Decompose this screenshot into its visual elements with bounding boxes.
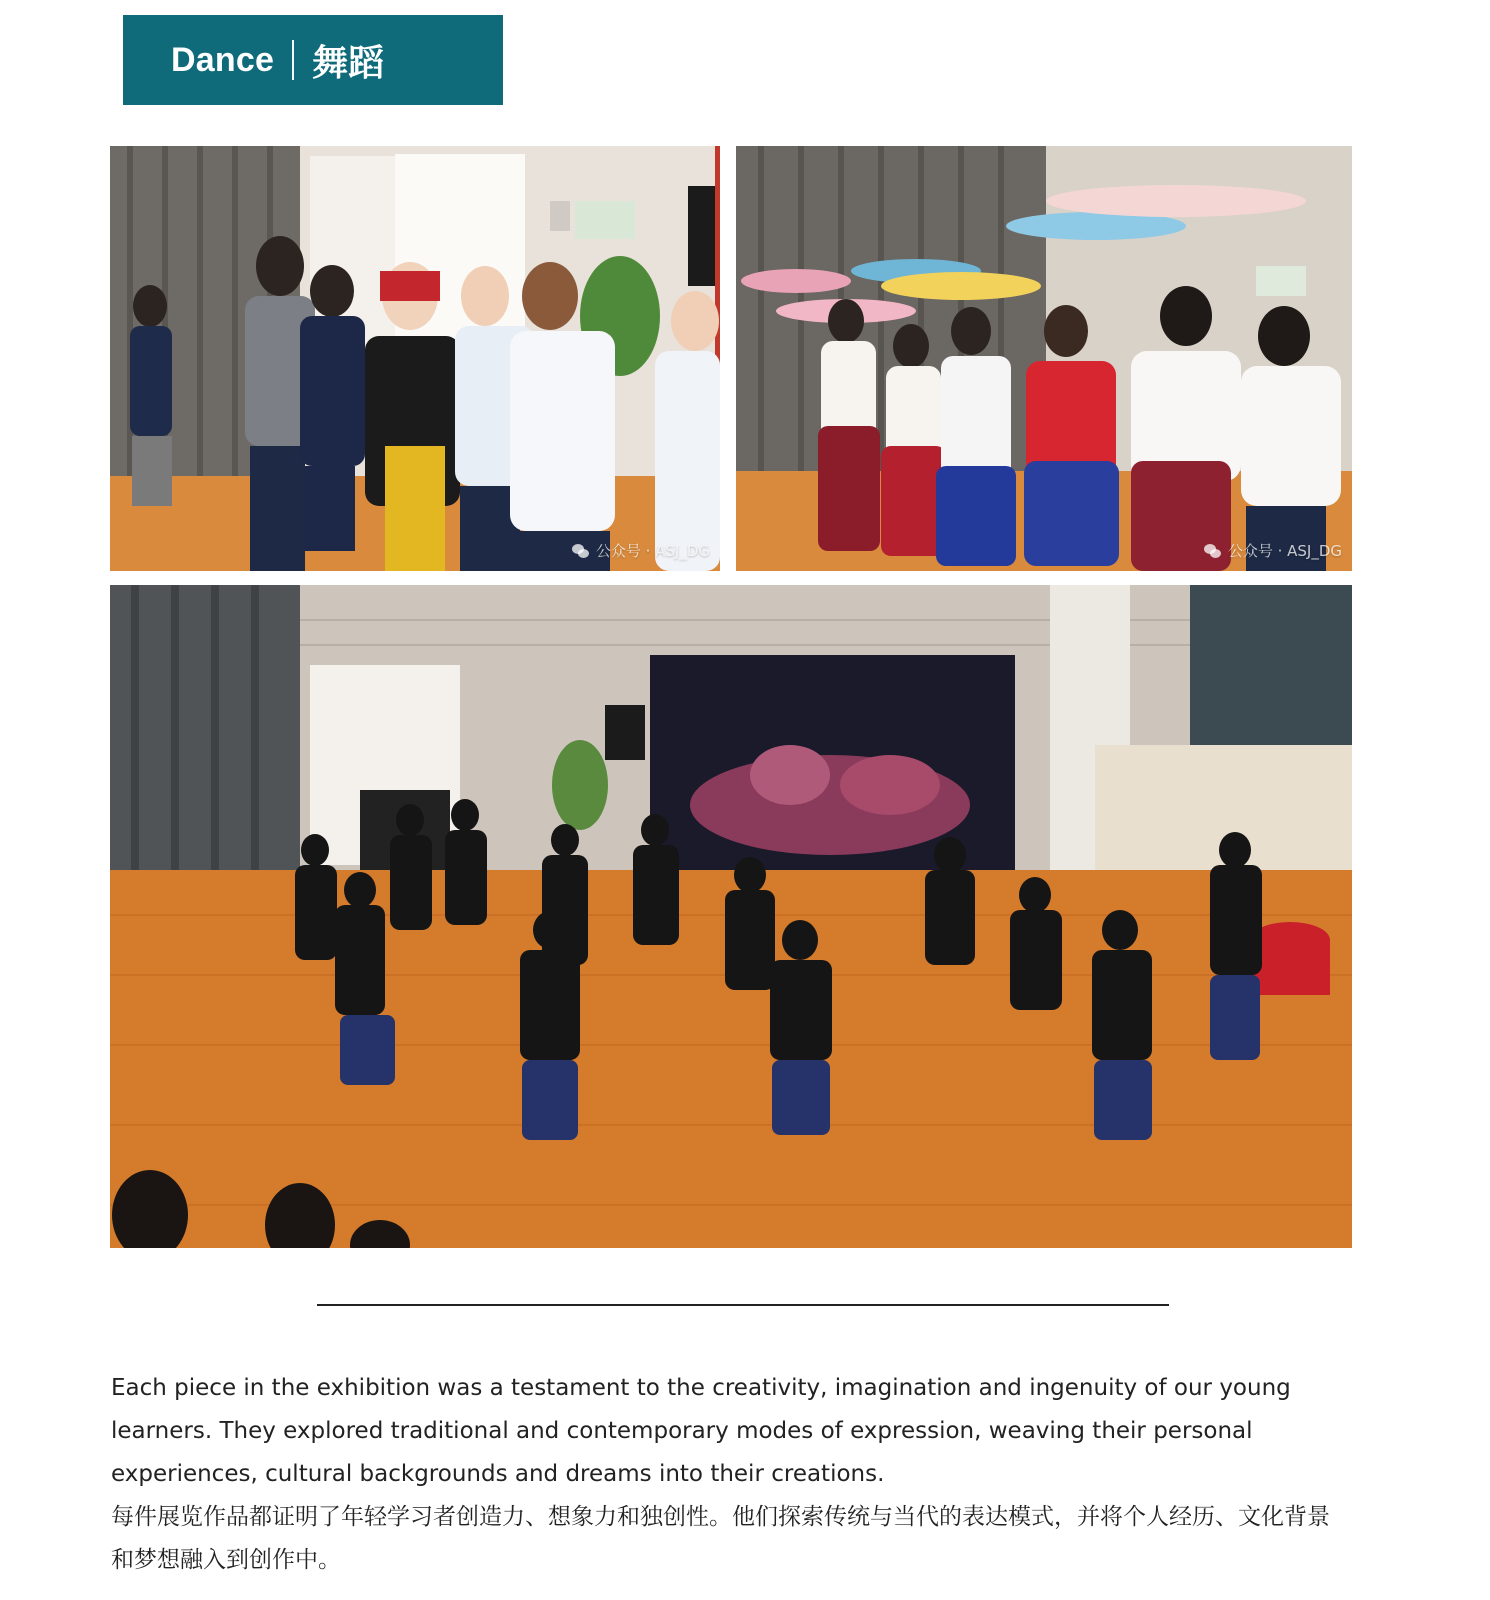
photo-bottom	[110, 585, 1352, 1248]
section-title-zh: 舞蹈	[312, 42, 385, 84]
photo-image	[110, 146, 720, 571]
watermark-text: 公众号 · ASJ_DG	[1227, 542, 1342, 560]
photo-watermark	[1204, 540, 1342, 561]
body-paragraph-en: Each piece in the exhibition was a testament to the creativity, imagination and ingenuity of our young learners. They explored traditional and contemporary modes of expression, weaving their personal experiences, cultural backgrounds and dreams into their creations.	[111, 1375, 1291, 1487]
photo-image	[736, 146, 1352, 571]
title-divider	[292, 40, 294, 80]
wechat-icon	[572, 542, 590, 560]
section-title-en: Dance	[171, 40, 275, 79]
photo-watermark	[572, 540, 710, 561]
body-paragraph-zh: 每件展览作品都证明了年轻学习者创造力、想象力和独创性。他们探索传统与当代的表达模式，并将个人经历、文化背景和梦想融入到创作中。	[111, 1504, 1330, 1573]
watermark-text: 公众号 · ASJ_DG	[595, 542, 710, 560]
photo-top-left	[110, 146, 720, 571]
photo-image	[110, 585, 1352, 1248]
section-divider	[317, 1304, 1169, 1306]
photo-top-right	[736, 146, 1352, 571]
wechat-icon	[1204, 542, 1222, 560]
section-header	[123, 15, 503, 105]
